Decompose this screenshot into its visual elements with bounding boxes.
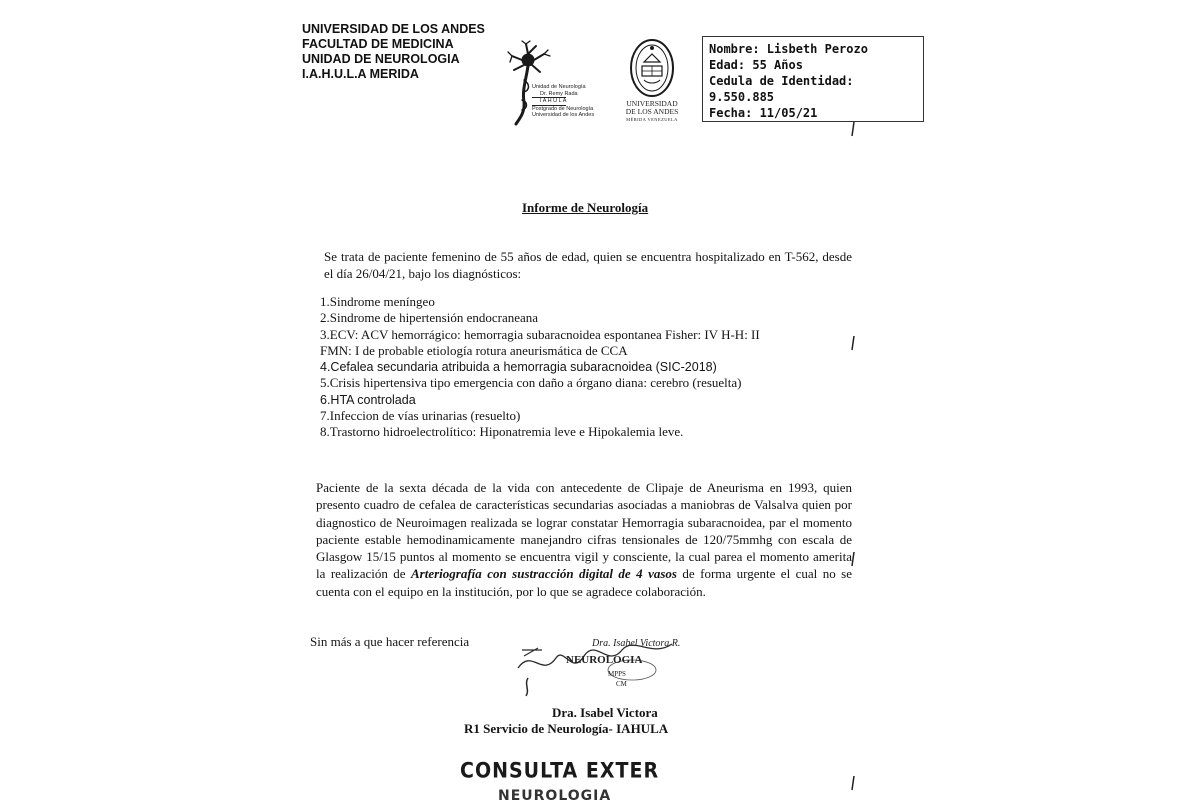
summary-emphasis: Arteriografía con sustracción digital de 4 vasos: [411, 566, 677, 582]
stamp-line: CM: [616, 680, 627, 688]
stamp-line: NEUROLOGIA: [566, 654, 643, 666]
patient-id-label: Cedula de Identidad:: [709, 74, 854, 88]
caption-line: Postgrado de Neurología: [532, 105, 594, 112]
neurology-logo-caption: [532, 84, 594, 119]
summary-text-end: de forma urgente el cual no se cuenta con el equipo en la institución, por lo que se agradece colaboración.: [316, 566, 852, 599]
list-item: 3.ECV: ACV hemorrágico: hemorragia subaracnoidea espontanea Fisher: IV H-H: II: [320, 326, 760, 342]
intro-paragraph: Se trata de paciente femenino de 55 años de edad, quien se encuentra hospitalizado en T-562, desde el día 26/04/21, bajo los diagnósticos:: [324, 249, 852, 281]
institution-header: [302, 22, 485, 82]
physician-name: Dra. Isabel Victora: [552, 705, 658, 720]
list-item: 1.Sindrome meníngeo: [320, 294, 435, 309]
pen-mark: [848, 774, 858, 794]
patient-name: Nombre: Lisbeth Perozo: [709, 42, 868, 56]
caption-line: Dr. Remy Rada: [540, 90, 578, 97]
university-crest-icon: [618, 36, 686, 100]
report-date: Fecha: 11/05/21: [709, 106, 818, 120]
pen-mark: [848, 120, 858, 140]
pen-mark: [848, 334, 858, 354]
institution-line: I.A.H.U.L.A MERIDA: [302, 67, 419, 81]
consulta-stamp-sub: NEUROLOGIA: [498, 788, 612, 800]
report-title: Informe de Neurología: [522, 200, 649, 215]
patient-age: Edad: 55 Años: [709, 58, 803, 72]
patient-id-value: 9.550.885: [709, 90, 775, 104]
institution-line: UNIVERSIDAD DE LOS ANDES: [302, 22, 485, 36]
institution-line: FACULTAD DE MEDICINA: [302, 37, 454, 51]
physician-role: R1 Servicio de Neurología- IAHULA: [464, 721, 669, 736]
left-margin: [0, 0, 268, 800]
consulta-stamp: CONSULTA EXTER: [460, 758, 660, 784]
university-seal: [618, 36, 686, 128]
caption-line: I A H U L A: [532, 97, 566, 106]
institution-line: UNIDAD DE NEUROLOGIA: [302, 52, 460, 66]
document-page: [268, 0, 930, 800]
caption-line: Unidad de Neurología: [532, 84, 586, 90]
stamp-line: Dra. Isabel Victora R.: [592, 638, 681, 649]
seal-line: DE LOS ANDES: [625, 107, 679, 116]
clinical-summary-paragraph: [316, 479, 852, 600]
caption-line: Universidad de los Andes: [532, 112, 595, 118]
list-item: 2.Sindrome de hipertensión endocraneana: [320, 310, 539, 326]
list-item: 7.Infeccion de vías urinarias (resuelto): [320, 408, 521, 424]
neurology-unit-logo: [506, 40, 606, 130]
university-seal-text: [618, 100, 686, 124]
right-margin: [930, 0, 1200, 800]
closing-line: Sin más a que hacer referencia: [310, 634, 470, 649]
seal-line: UNIVERSIDAD: [626, 99, 678, 108]
physician-stamp: [512, 628, 682, 698]
list-item: 4.Cefalea secundaria atribuida a hemorragia subaracnoidea (SIC-2018): [320, 360, 717, 375]
patient-info-box: [702, 36, 924, 122]
list-item: 6.HTA controlada: [320, 392, 416, 407]
list-item: FMN: I de probable etiología rotura aneurismática de CCA: [320, 342, 628, 358]
diagnoses-list: [320, 294, 860, 441]
list-item: 8.Trastorno hidroelectrolítico: Hiponatremia leve e Hipokalemia leve.: [320, 424, 684, 440]
pen-mark: [848, 550, 858, 570]
list-item: 5.Crisis hipertensiva tipo emergencia con daño a órgano diana: cerebro (resuelta): [320, 375, 742, 391]
summary-text: Paciente de la sexta década de la vida con antecedente de Clipaje de Aneurisma en 1993, quien presento cuadro de cefalea de características secundarias asociadas a maniobras de Valsalva quien por diagnostico de Neuroimagen realizada se lograr constatar Hemorragia subaracnoidea, par el momento paciente estable hemodinamicamente manejandro cifras tensionales de 120/75mmhg con escala de Glasgow 15/15 puntos al momento se encuentra vigil y consciente, la cual parea el momento amerita la realización de: [316, 480, 852, 582]
seal-subline: MÉRIDA VENEZUELA: [626, 117, 678, 122]
stamp-line: MPPS: [608, 670, 626, 678]
